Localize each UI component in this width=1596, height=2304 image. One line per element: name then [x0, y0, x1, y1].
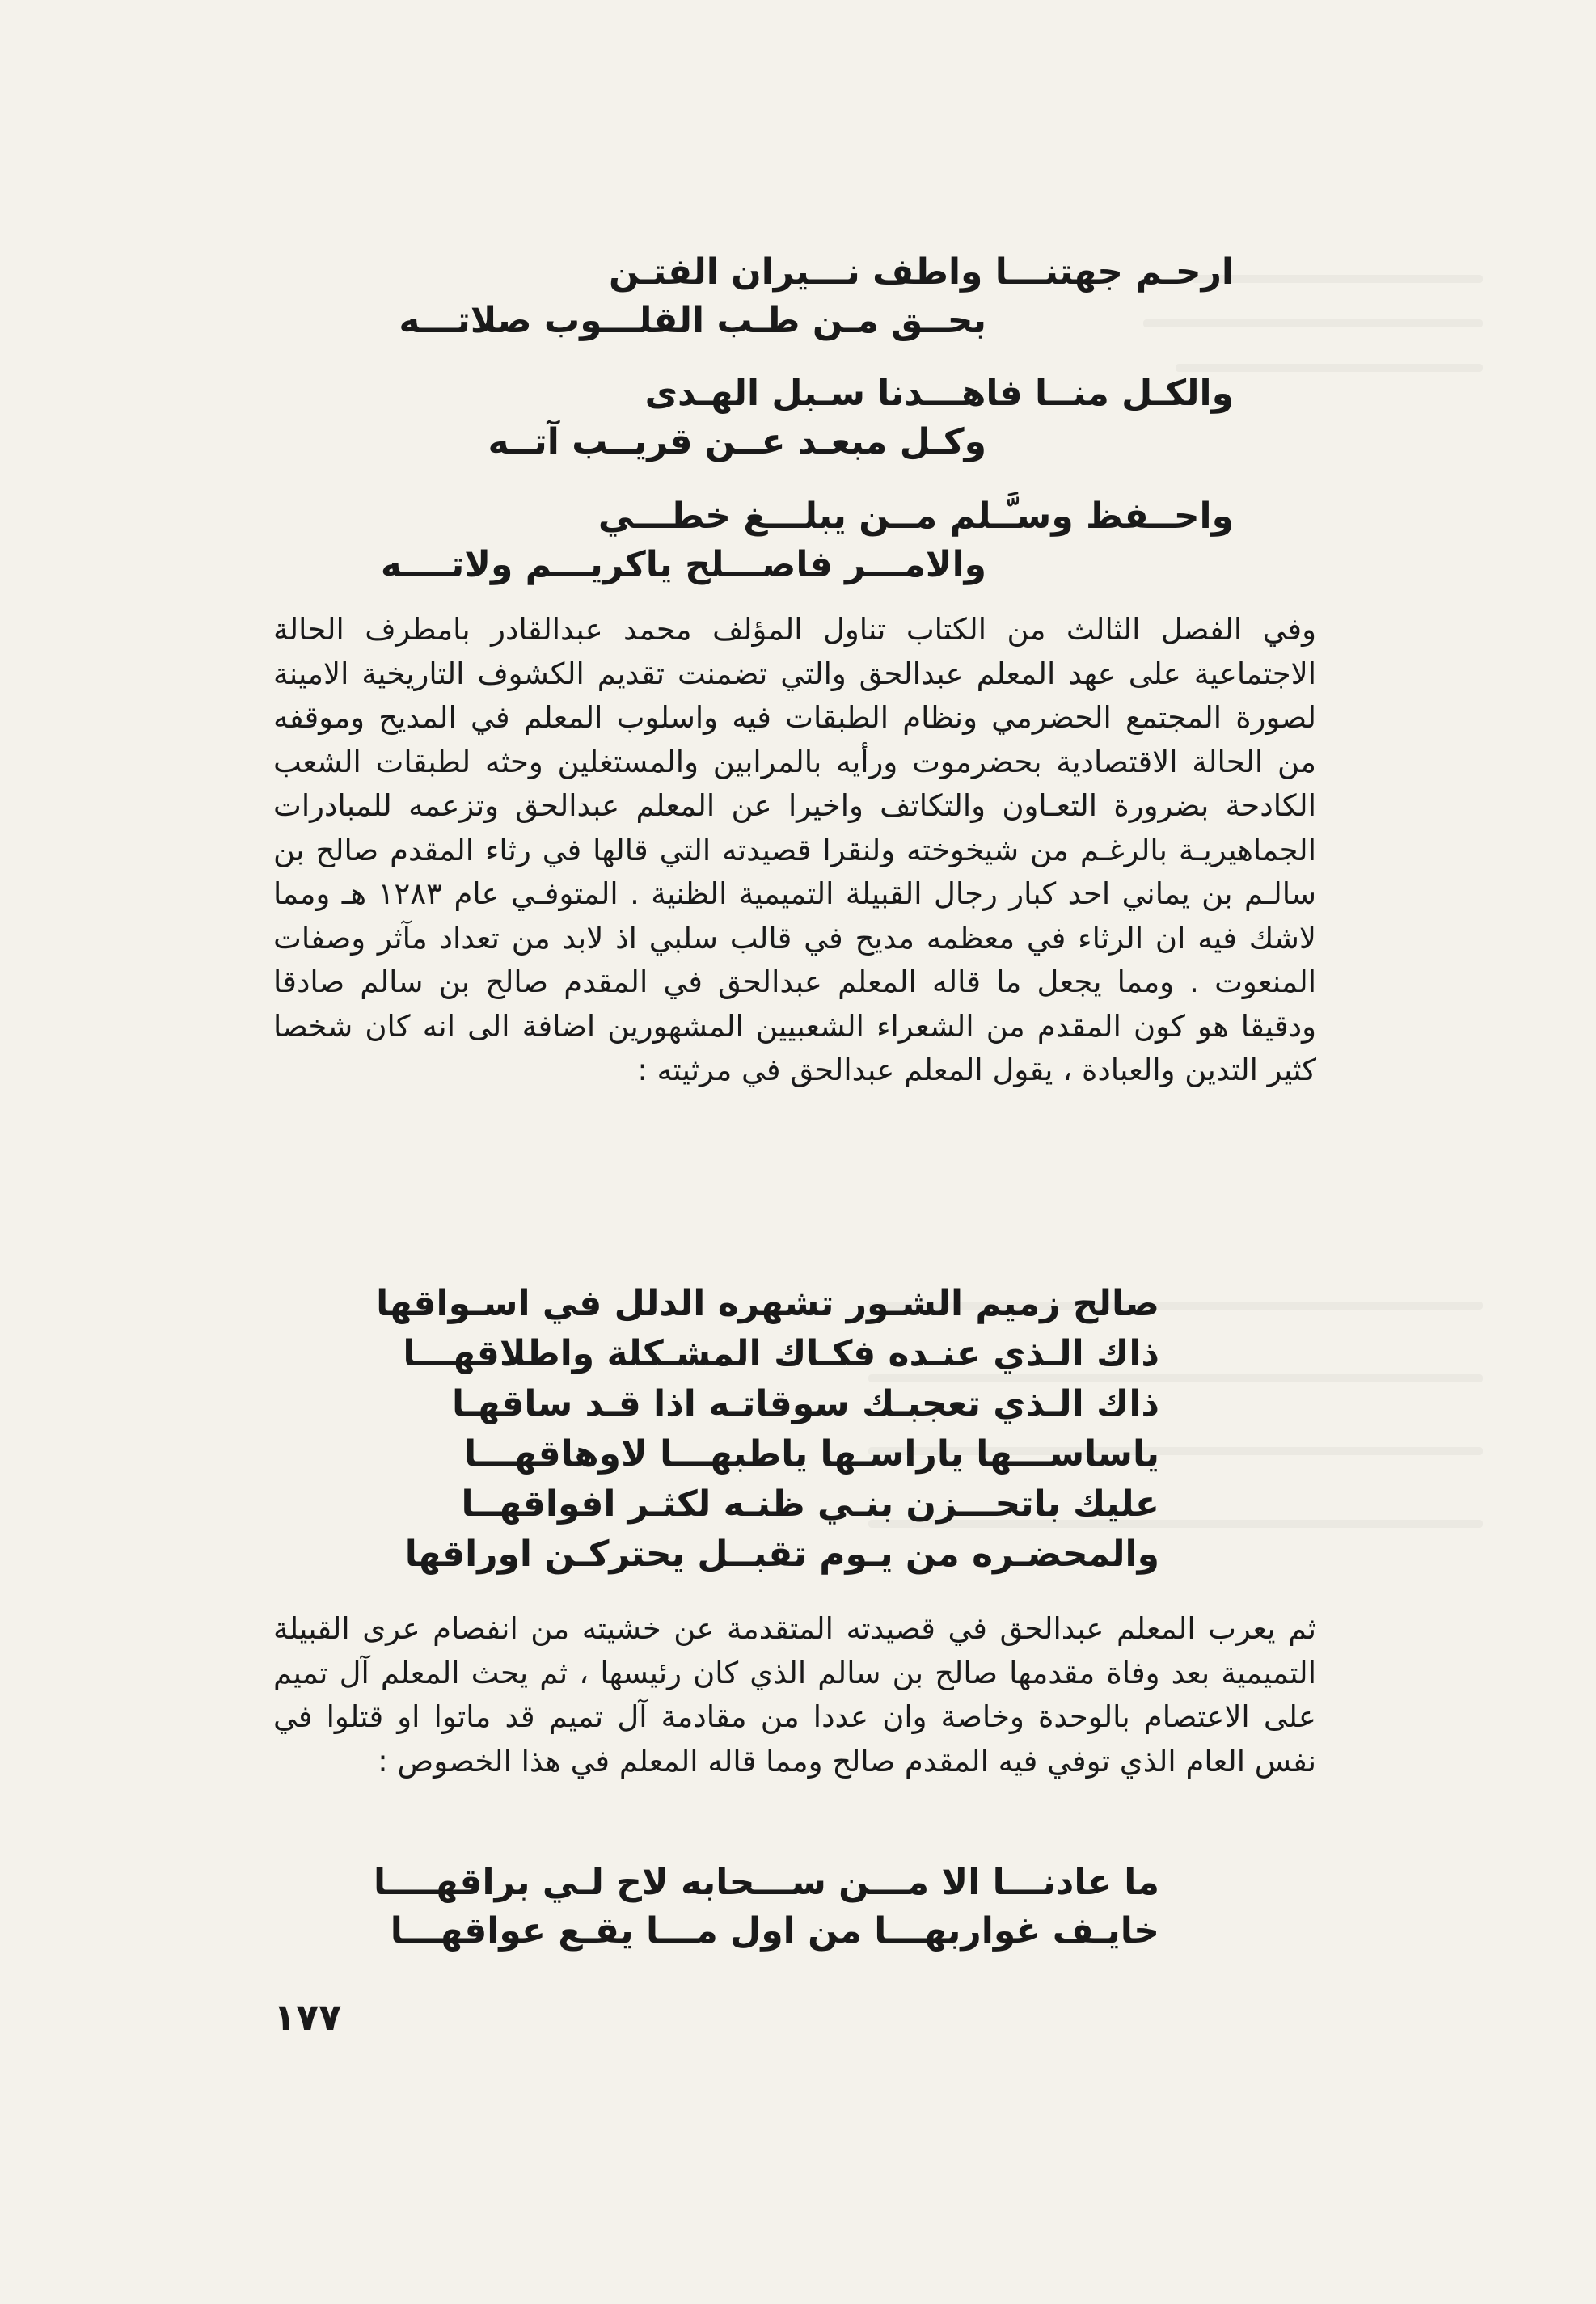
verse-line: واحــفظ وسـَّـلم مــن يبلـــغ خطـــي — [597, 496, 1234, 537]
verse-line: خايـف غواربهـــا من اول مـــا يقـع عواقهـــا — [390, 1910, 1159, 1952]
verse-line: ارحـم جهتنـــا واطف نـــيران الفتـن — [608, 251, 1234, 293]
verse-line: ذاك الـذي تعجبـك سوقاتـه اذا قـد ساقهـا — [452, 1383, 1159, 1424]
paragraph-text: وفي الفصل الثالث من الكتاب تناول المؤلف محمد عبدالقادر بامطرف الحالة الاجتماعية على عهد المعلم عبدالحق والتي تضمنت تقديم الكشوف التاريخية الامينة لصورة المجتمع الحضرمي ونظام الطبقات فيه واسلوب المعلم في المديح وموقفه من الحالة الاقتصادية بحضرموت ورأيه بالمرابين والمستغلين وحثه لطبقات الشعب الكادحة بضرورة التعـاون والتكاتف واخيرا عن المعلم عبدالحق وتزعمه للمبادرات الجماهيريـة بالرغـم من شيخوخته ولنقرا قصيدته التي قالها في رثاء المقدم صالح بن سالـم بن يماني احد كبار رجال القبيلة التميمية الظنية . المتوفـي عام ١٢٨٣ هـ ومما لاشك فيه ان الرثاء في معظمه مديح في قالب سلبي اذ لابد من تعداد مآثر وصفات المنعوت . ومما يجعل ما قاله المعلم عبدالحق في المقدم صالح بن سالم صادقا ودقيقا هو كون المقدم من الشعراء الشعبيين المشهورين اضافة الى انه كان شخصا كثير التدين والعبادة ، يقول المعلم عبدالحق في مرثيته : — [273, 612, 1316, 1087]
verse-line: ما عادنـــا الا مـــن ســـحابه لاح لـي براقهــــا — [374, 1862, 1159, 1903]
verse-line: والمحضـره من يـوم تقبــل يحتركـن اوراقها — [404, 1534, 1159, 1575]
bleed-through-mark — [1143, 319, 1483, 327]
verse-line: عليك باتحـــزن بنـي ظنـه لكثـر افواقهــا — [461, 1483, 1159, 1525]
body-paragraph — [273, 1607, 1316, 1783]
verse-line: وكـل مبعـد عــن قريــب آتــه — [488, 421, 986, 462]
verse-line: والامـــر فاصـــلح ياكريـــم ولاتــــه — [380, 544, 986, 585]
bleed-through-mark — [1192, 275, 1483, 283]
verse-line: والكـل منــا فاهـــدنا سـبل الهـدى — [644, 373, 1234, 414]
paragraph-text: ثم يعرب المعلم عبدالحق في قصيدته المتقدمة عن خشيته من انفصام عرى القبيلة التميمية بعد وفاة مقدمها صالح بن سالم الذي كان رئيسها ، ثم يحث المعلم آل تميم على الاعتصام بالوحدة وخاصة وان عددا من مقادمة آل تميم قد ماتوا او قتلوا في نفس العام الذي توفي فيه المقدم صالح ومما قاله المعلم في هذا الخصوص : — [273, 1611, 1316, 1779]
verse-line: ذاك الـذي عنـده فكـاك المشـكلة واطلاقهـــا — [403, 1333, 1159, 1374]
body-paragraph — [273, 608, 1316, 1093]
verse-line: صالح زميم الشـور تشهره الدلل في اسـواقها — [376, 1283, 1159, 1324]
page-number: ١٧٧ — [273, 1995, 342, 2039]
verse-line: ياساســـها ياراسـها ياطبهـــا لاوهاقهـــا — [464, 1433, 1159, 1475]
verse-line: بحــق مـن طـب القلـــوب صلاتـــه — [399, 300, 986, 341]
